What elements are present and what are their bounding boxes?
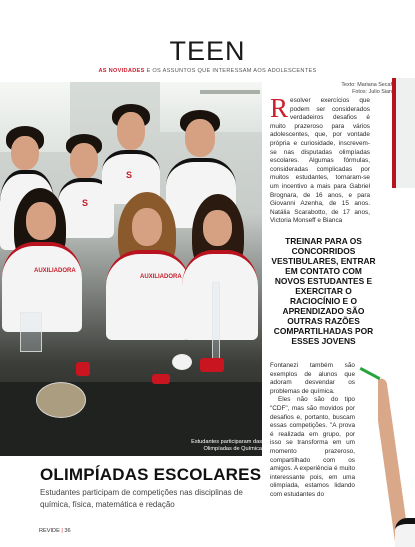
- edge-shirt: [395, 518, 415, 547]
- footer-separator: |: [61, 528, 63, 534]
- shirt-logo-icon: S: [126, 170, 133, 180]
- photo-credit: Fotos: Julio Sian: [352, 89, 392, 95]
- shirt-logo: AUXILIADORA: [34, 268, 76, 274]
- shirt-logo-icon: S: [82, 198, 89, 208]
- page-footer: [39, 528, 71, 534]
- section-description: Estudantes participam de competições nas disciplinas de química, física, matemática e redação: [40, 488, 243, 509]
- edge-shirt: [392, 78, 415, 188]
- subtitle-accent: AS NOVIDADES: [98, 68, 145, 74]
- flask-base-icon: [200, 358, 224, 372]
- page-title: TEEN: [169, 36, 246, 66]
- subtitle-rest: E OS ASSUNTOS QUE INTERESSAM AOS ADOLESCENTES: [146, 68, 317, 74]
- page-number: 36: [64, 528, 71, 534]
- cup-icon: [172, 354, 192, 370]
- page-subtitle: [0, 68, 415, 74]
- photo-caption: Estudantes participaram das Olimpíadas de Química: [191, 439, 262, 452]
- flask-base-icon: [76, 362, 90, 376]
- article-paragraph: esolver exercícios que podem ser considerados verdadeiros desafios é muito prazeroso para vários adolescentes, que, por vontade própria e curiosidade, inscrevem-se nas disputadas olimpíadas escolares. Algumas fórmulas, consideradas complicadas por muitos estudantes, tornaram-se um incentivo a mais para Gabriel Brognara, de 16 anos, e para Giovanni Azenha, de 15 anos. Natália Scarabotto, de 17 anos, Victoria Monseff e Bianca: [270, 97, 370, 225]
- lab-shelf: [200, 90, 260, 94]
- text-credit: Texto: Mariana Secaf: [341, 82, 392, 88]
- edge-photo: [378, 78, 415, 547]
- beaker-icon: [20, 312, 42, 352]
- pull-quote: TREINAR PARA OS CONCORRIDOS VESTIBULARES, ENTRAR EM CONTATO COM NOVOS ESTUDANTES E EXERCITAR O RACIOCÍNIO E O APRENDIZADO SÃO OUTRAS RAZÕES COMPARTILHADAS POR ESSES JOVENS: [271, 236, 376, 346]
- dish-icon: [36, 382, 86, 418]
- section-title: OLIMPÍADAS ESCOLARES: [40, 465, 262, 484]
- students-photo: [0, 82, 262, 456]
- article-paragraph: Eles não são do tipo "CDF", mas são movidos por desafios e, portanto, buscam essas competições. "A prova é realizada em grupo, por isso se transforma em um momento prazeroso, compartilhado com os amigos. A experiência é muito interessante pois, em uma olimpíada, estamos lidando com estudantes do: [270, 396, 355, 498]
- article-column: [270, 93, 370, 226]
- article-column: [270, 362, 355, 500]
- article-paragraph: Fontanezi também são exemplos de alunos que adoram desvendar os problemas de química.: [270, 362, 355, 395]
- dropcap: R: [270, 93, 289, 123]
- shirt-logo: AUXILIADORA: [140, 274, 182, 280]
- credits: [322, 82, 392, 96]
- magazine-name: REVIDE: [39, 528, 60, 534]
- flask-base-icon: [152, 374, 170, 384]
